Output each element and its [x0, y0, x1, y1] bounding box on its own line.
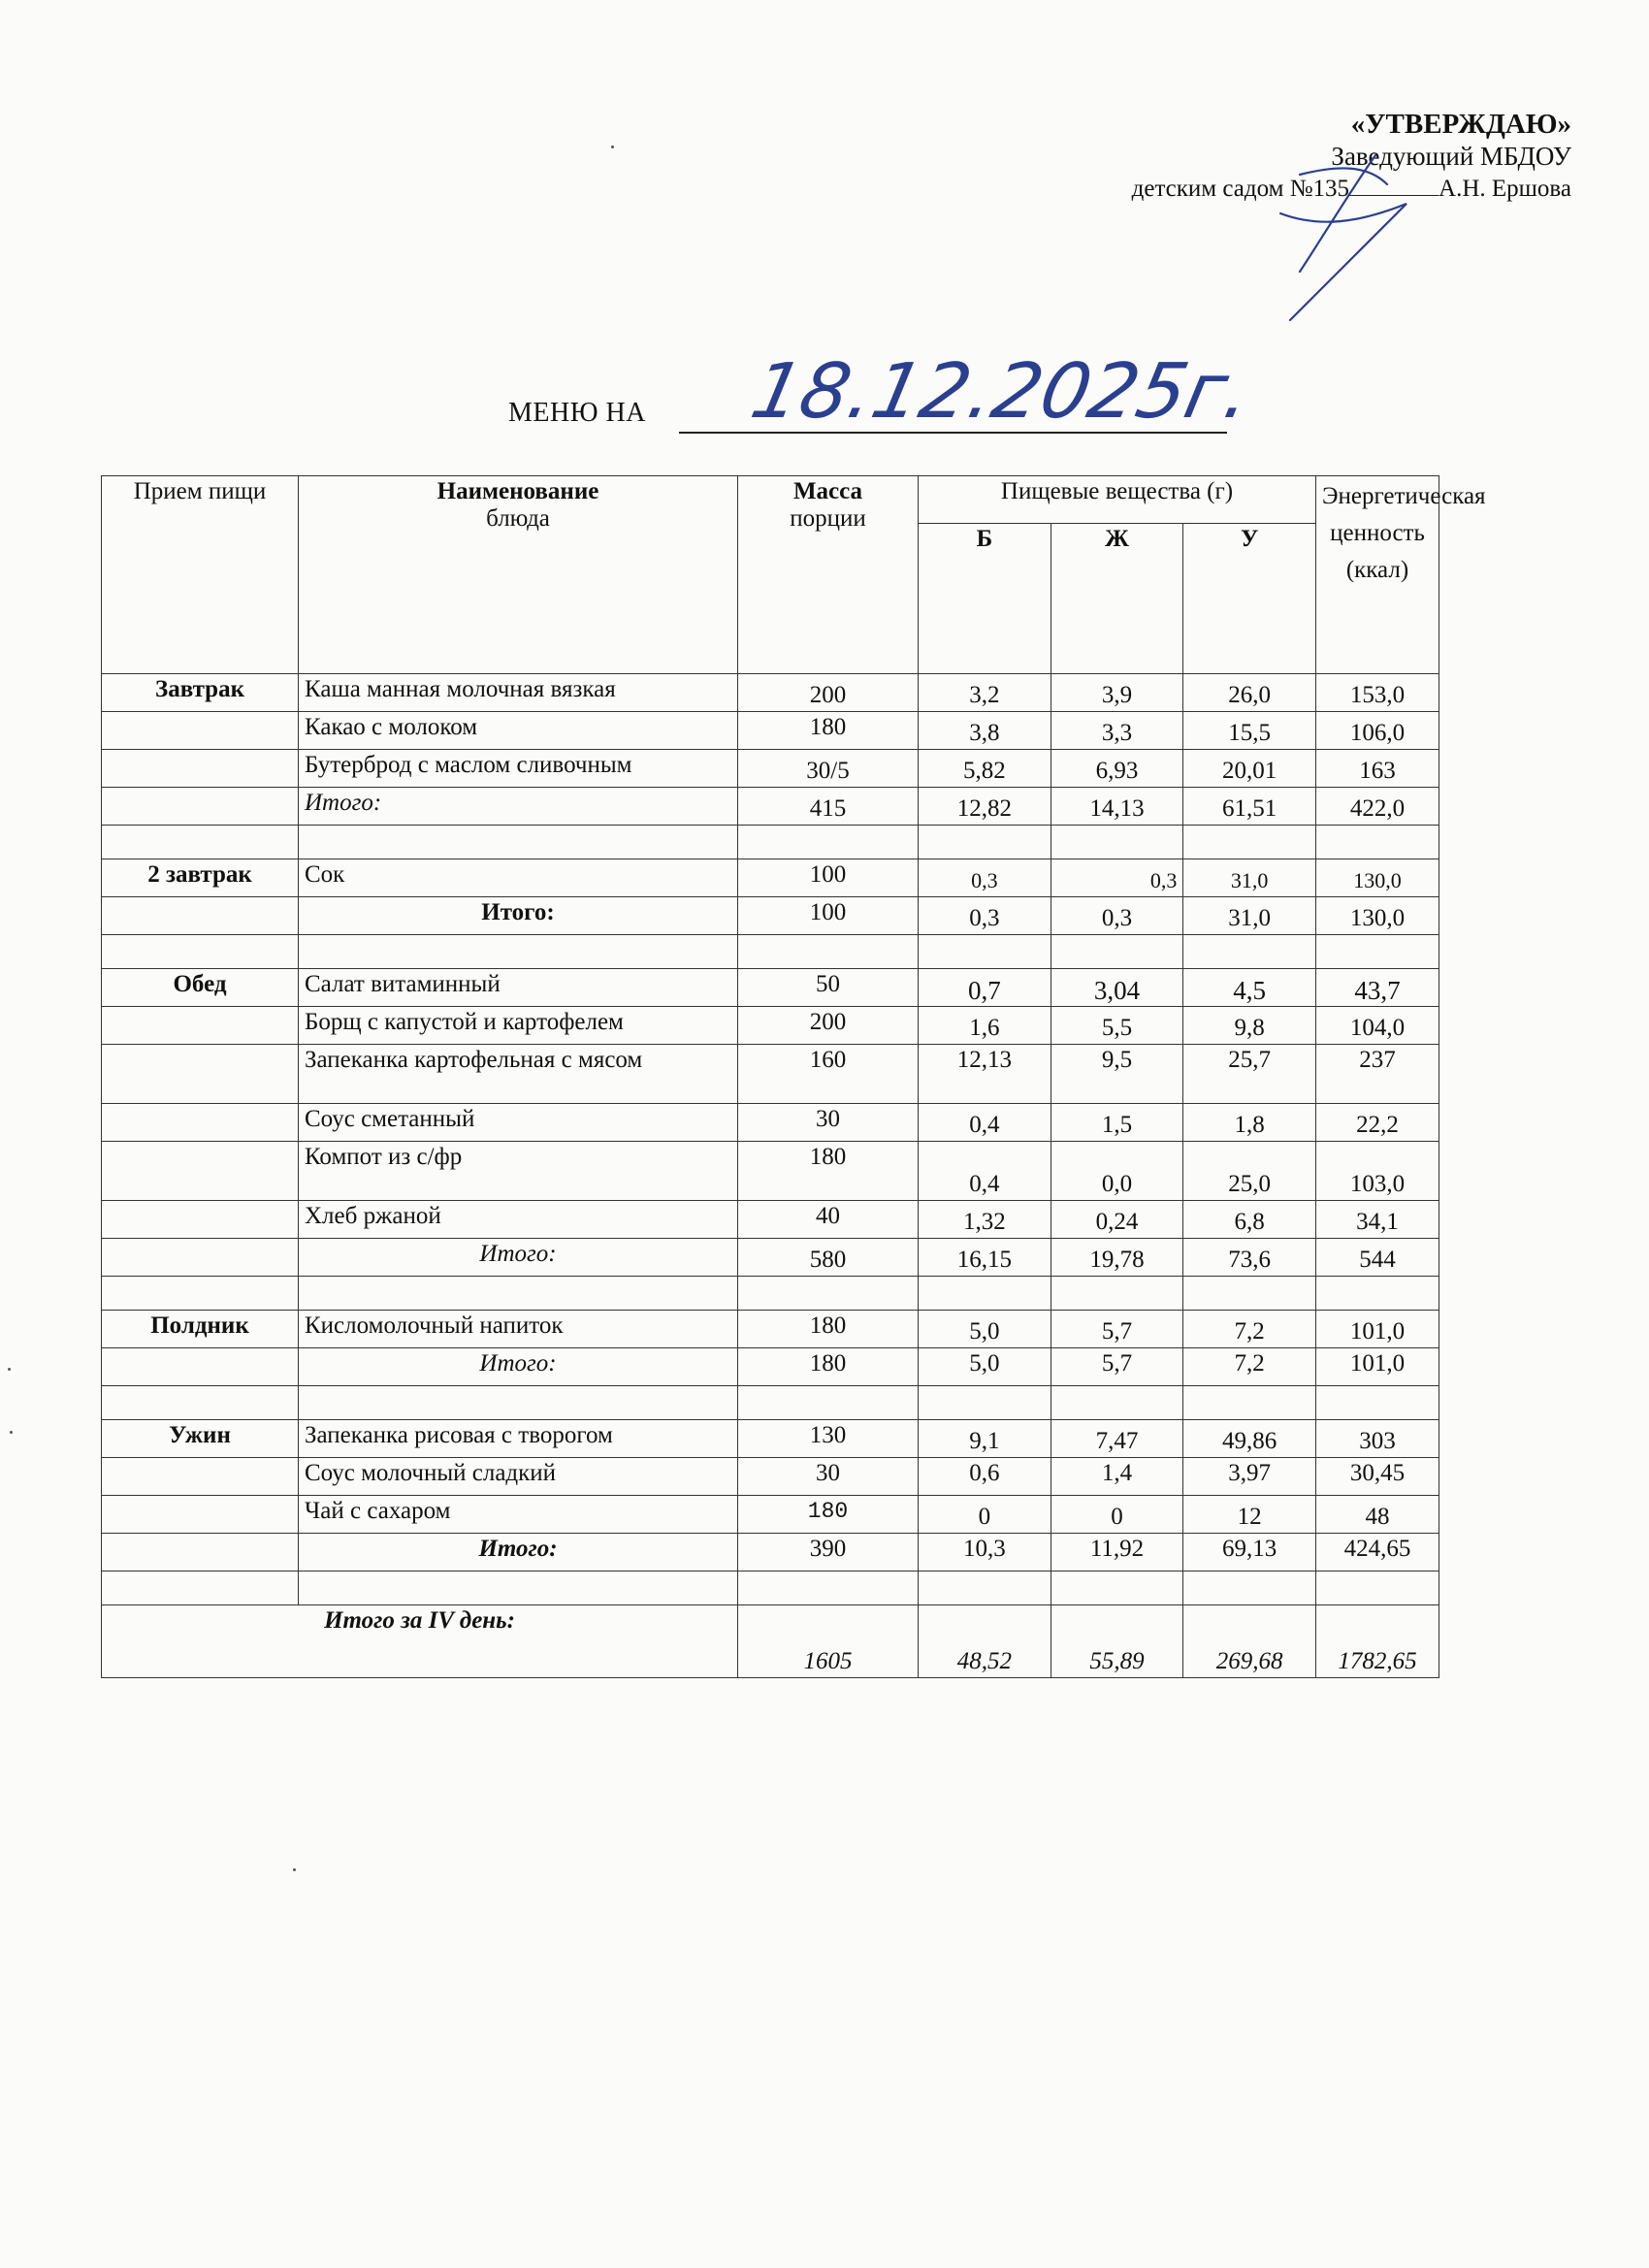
protein-cell: 0,3 [919, 859, 1051, 897]
mass-cell: 160 [738, 1045, 919, 1104]
table-row [102, 1420, 1439, 1458]
header-row-1 [102, 476, 1439, 524]
meal-cell: Ужин [102, 1420, 299, 1458]
fat-cell: 7,47 [1051, 1420, 1183, 1458]
protein-cell: 0,4 [919, 1142, 1051, 1201]
meal-cell [102, 1239, 299, 1277]
grand-total-protein: 48,52 [919, 1605, 1051, 1678]
table-row-total [102, 1348, 1439, 1386]
dish-cell: Бутерброд с маслом сливочным [299, 750, 738, 788]
protein-cell: 0,7 [919, 969, 1051, 1007]
mass-cell: 415 [738, 788, 919, 826]
meal-cell [102, 1142, 299, 1201]
fat-cell: 0,3 [1051, 859, 1183, 897]
fat-cell: 14,13 [1051, 788, 1183, 826]
meal-cell: Завтрак [102, 674, 299, 712]
table-row-total [102, 1534, 1439, 1571]
meal-cell [102, 1007, 299, 1045]
carb-cell: 49,86 [1183, 1420, 1316, 1458]
meal-cell [102, 712, 299, 750]
mass-cell: 390 [738, 1534, 919, 1571]
dish-cell: Салат витаминный [299, 969, 738, 1007]
carb-cell: 6,8 [1183, 1201, 1316, 1239]
mass-cell: 180 [738, 1348, 919, 1386]
approval-org: детским садом №135 [1131, 176, 1350, 202]
svg-text:18.12.2025г.: 18.12.2025г. [743, 346, 1260, 436]
table-row [102, 750, 1439, 788]
carb-cell: 4,5 [1183, 969, 1316, 1007]
kcal-cell: 22,2 [1316, 1104, 1439, 1142]
subtotal-label: Итого: [299, 1239, 738, 1277]
meal-cell [102, 1045, 299, 1104]
dish-cell: Компот из с/фр [299, 1142, 738, 1201]
mass-cell: 130 [738, 1420, 919, 1458]
subtotal-label: Итого: [299, 897, 738, 935]
fat-cell: 0,3 [1051, 897, 1183, 935]
spacer-row [102, 1277, 1439, 1311]
table-row-total [102, 788, 1439, 826]
handwritten-date [743, 330, 1260, 437]
kcal-cell: 544 [1316, 1239, 1439, 1277]
meal-cell [102, 1534, 299, 1571]
fat-cell: 1,5 [1051, 1104, 1183, 1142]
mass-cell: 50 [738, 969, 919, 1007]
dish-cell: Какао с молоком [299, 712, 738, 750]
fat-cell: 11,92 [1051, 1534, 1183, 1571]
header-nutrients: Пищевые вещества (г) [919, 476, 1316, 524]
fat-cell: 6,93 [1051, 750, 1183, 788]
kcal-cell: 101,0 [1316, 1348, 1439, 1386]
grand-total-fat: 55,89 [1051, 1605, 1183, 1678]
mass-cell: 100 [738, 859, 919, 897]
carb-cell: 1,8 [1183, 1104, 1316, 1142]
fat-cell: 0,0 [1051, 1142, 1183, 1201]
carb-cell: 25,0 [1183, 1142, 1316, 1201]
meal-cell: Обед [102, 969, 299, 1007]
kcal-cell: 106,0 [1316, 712, 1439, 750]
scan-speck [8, 1368, 11, 1371]
carb-cell: 26,0 [1183, 674, 1316, 712]
header-meal: Прием пищи [102, 476, 299, 674]
mass-cell: 30/5 [738, 750, 919, 788]
meal-cell: Полдник [102, 1311, 299, 1348]
dish-cell: Сок [299, 859, 738, 897]
grand-total-mass: 1605 [738, 1605, 919, 1678]
protein-cell: 0,6 [919, 1458, 1051, 1496]
carb-cell: 25,7 [1183, 1045, 1316, 1104]
spacer-row [102, 935, 1439, 969]
kcal-cell: 422,0 [1316, 788, 1439, 826]
mass-cell: 580 [738, 1239, 919, 1277]
grand-total-label: Итого за IV день: [102, 1605, 738, 1678]
table-row [102, 1142, 1439, 1201]
header-energy: Энергетическая ценность (ккал) [1316, 476, 1439, 674]
header-dish-bold: Наименование [436, 478, 599, 504]
menu-table [101, 475, 1486, 1678]
carb-cell: 73,6 [1183, 1239, 1316, 1277]
header-mass [738, 476, 919, 674]
header-u: У [1183, 524, 1316, 674]
meal-cell [102, 1348, 299, 1386]
kcal-cell: 34,1 [1316, 1201, 1439, 1239]
handwritten-signature [1261, 136, 1416, 340]
scan-speck [10, 1431, 13, 1434]
scan-speck [293, 1868, 296, 1871]
kcal-cell: 48 [1316, 1496, 1439, 1534]
kcal-cell: 103,0 [1316, 1142, 1439, 1201]
mass-cell: 180 [738, 1496, 919, 1534]
protein-cell: 16,15 [919, 1239, 1051, 1277]
fat-cell: 3,9 [1051, 674, 1183, 712]
protein-cell: 1,32 [919, 1201, 1051, 1239]
spacer-row [102, 1571, 1439, 1605]
protein-cell: 3,2 [919, 674, 1051, 712]
grand-total-carb: 269,68 [1183, 1605, 1316, 1678]
dish-cell: Каша манная молочная вязкая [299, 674, 738, 712]
protein-cell: 0 [919, 1496, 1051, 1534]
protein-cell: 12,13 [919, 1045, 1051, 1104]
table-row-total [102, 1239, 1439, 1277]
carb-cell: 69,13 [1183, 1534, 1316, 1571]
table-row [102, 969, 1439, 1007]
kcal-cell: 237 [1316, 1045, 1439, 1104]
mass-cell: 180 [738, 1311, 919, 1348]
dish-cell: Запеканка картофельная с мясом [299, 1045, 738, 1104]
table-row [102, 1496, 1439, 1534]
protein-cell: 1,6 [919, 1007, 1051, 1045]
scan-speck [611, 146, 614, 148]
approval-position: Заведующий МБДОУ [1331, 142, 1571, 171]
subtotal-label: Итого: [299, 1534, 738, 1571]
dish-cell: Хлеб ржаной [299, 1201, 738, 1239]
protein-cell: 0,3 [919, 897, 1051, 935]
kcal-cell: 130,0 [1316, 897, 1439, 935]
mass-cell: 100 [738, 897, 919, 935]
table-row [102, 1201, 1439, 1239]
fat-cell: 9,5 [1051, 1045, 1183, 1104]
kcal-cell: 303 [1316, 1420, 1439, 1458]
fat-cell: 1,4 [1051, 1458, 1183, 1496]
carb-cell: 12 [1183, 1496, 1316, 1534]
spacer-row [102, 1386, 1439, 1420]
table-row [102, 1104, 1439, 1142]
carb-cell: 3,97 [1183, 1458, 1316, 1496]
subtotal-label: Итого: [299, 788, 738, 826]
kcal-cell: 130,0 [1316, 859, 1439, 897]
dish-cell: Соус сметанный [299, 1104, 738, 1142]
fat-cell: 5,5 [1051, 1007, 1183, 1045]
kcal-cell: 424,65 [1316, 1534, 1439, 1571]
table-row [102, 1311, 1439, 1348]
protein-cell: 10,3 [919, 1534, 1051, 1571]
mass-cell: 180 [738, 712, 919, 750]
carb-cell: 7,2 [1183, 1311, 1316, 1348]
carb-cell: 20,01 [1183, 750, 1316, 788]
protein-cell: 9,1 [919, 1420, 1051, 1458]
meal-cell [102, 1201, 299, 1239]
spacer-row [102, 826, 1439, 859]
meal-cell [102, 1104, 299, 1142]
header-dish [299, 476, 738, 674]
approval-title: «УТВЕРЖДАЮ» [1350, 109, 1571, 140]
protein-cell: 5,82 [919, 750, 1051, 788]
table-row [102, 1045, 1439, 1104]
approval-name: А.Н. Ершова [1439, 176, 1571, 202]
protein-cell: 5,0 [919, 1311, 1051, 1348]
carb-cell: 31,0 [1183, 897, 1316, 935]
carb-cell: 61,51 [1183, 788, 1316, 826]
dish-cell: Соус молочный сладкий [299, 1458, 738, 1496]
meal-cell [102, 788, 299, 826]
fat-cell: 0 [1051, 1496, 1183, 1534]
fat-cell: 3,04 [1051, 969, 1183, 1007]
meal-cell [102, 1496, 299, 1534]
meal-cell [102, 1458, 299, 1496]
carb-cell: 7,2 [1183, 1348, 1316, 1386]
table-row [102, 712, 1439, 750]
header-dish-rest: блюда [486, 505, 550, 532]
header-mass-rest: порции [790, 505, 866, 532]
subtotal-label: Итого: [299, 1348, 738, 1386]
fat-cell: 19,78 [1051, 1239, 1183, 1277]
grand-total-row [102, 1605, 1439, 1678]
meal-cell [102, 750, 299, 788]
menu-title: МЕНЮ НА [508, 398, 646, 428]
mass-cell: 30 [738, 1104, 919, 1142]
carb-cell: 9,8 [1183, 1007, 1316, 1045]
header-zh: Ж [1051, 524, 1183, 674]
header-mass-bold: Масса [792, 478, 863, 504]
table-row [102, 674, 1439, 712]
protein-cell: 12,82 [919, 788, 1051, 826]
protein-cell: 0,4 [919, 1104, 1051, 1142]
kcal-cell: 163 [1316, 750, 1439, 788]
carb-cell: 15,5 [1183, 712, 1316, 750]
carb-cell: 31,0 [1183, 859, 1316, 897]
dish-cell: Кисломолочный напиток [299, 1311, 738, 1348]
fat-cell: 5,7 [1051, 1311, 1183, 1348]
protein-cell: 3,8 [919, 712, 1051, 750]
kcal-cell: 30,45 [1316, 1458, 1439, 1496]
meal-cell: 2 завтрак [102, 859, 299, 897]
kcal-cell: 43,7 [1316, 969, 1439, 1007]
table-row-total [102, 897, 1439, 935]
fat-cell: 3,3 [1051, 712, 1183, 750]
dish-cell: Запеканка рисовая с творогом [299, 1420, 738, 1458]
meal-cell [102, 897, 299, 935]
header-b: Б [919, 524, 1051, 674]
fat-cell: 0,24 [1051, 1201, 1183, 1239]
table-row [102, 859, 1439, 897]
grand-total-kcal: 1782,65 [1316, 1605, 1439, 1678]
mass-cell: 200 [738, 1007, 919, 1045]
protein-cell: 5,0 [919, 1348, 1051, 1386]
kcal-cell: 104,0 [1316, 1007, 1439, 1045]
mass-cell: 40 [738, 1201, 919, 1239]
dish-cell: Чай с сахаром [299, 1496, 738, 1534]
table-row [102, 1458, 1439, 1496]
kcal-cell: 101,0 [1316, 1311, 1439, 1348]
mass-cell: 180 [738, 1142, 919, 1201]
table-row [102, 1007, 1439, 1045]
mass-cell: 200 [738, 674, 919, 712]
fat-cell: 5,7 [1051, 1348, 1183, 1386]
dish-cell: Борщ с капустой и картофелем [299, 1007, 738, 1045]
kcal-cell: 153,0 [1316, 674, 1439, 712]
mass-cell: 30 [738, 1458, 919, 1496]
